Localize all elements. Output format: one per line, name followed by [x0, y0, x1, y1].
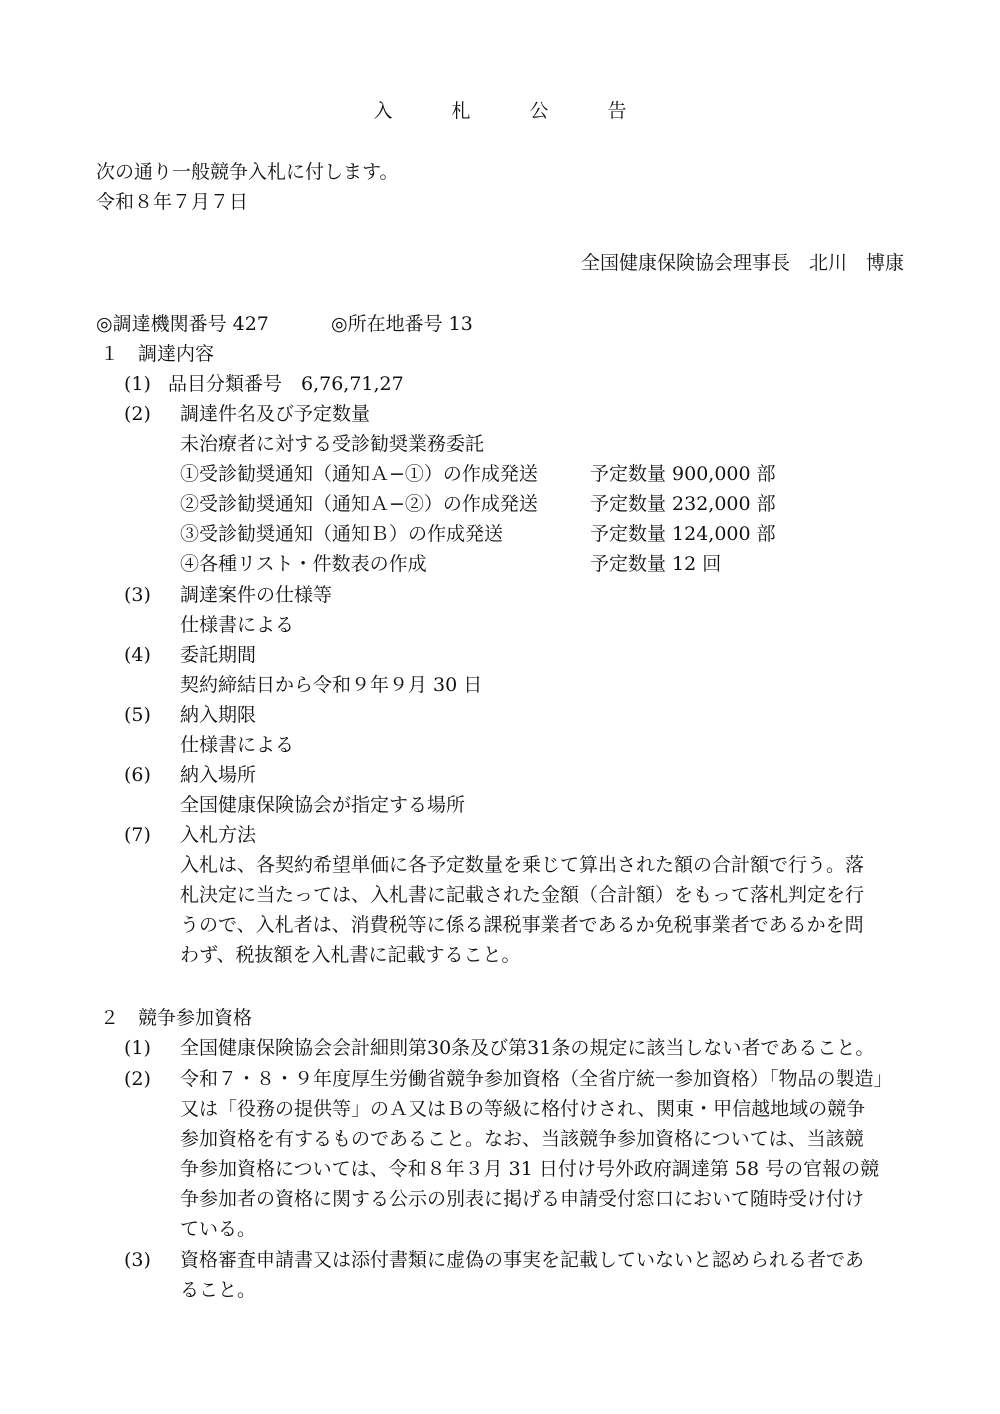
deliverable-name: ③受診勧奨通知（通知Ｂ）の作成発送	[180, 523, 504, 545]
qualification-line: 争参加者の資格に関する公示の別表に掲げる申請受付窓口において随時受け付け	[180, 1188, 865, 1210]
qualification-line: 令和７・８・９年度厚生労働省競争参加資格（全省庁統一参加資格）「物品の製造」	[180, 1068, 893, 1090]
item-number: (1)	[124, 373, 151, 395]
item-classification: 品目分類番号 6,76,71,27	[168, 373, 404, 395]
bid-method-line: うので、入札者は、消費税等に係る課税事業者であるか免税事業者であるかを問	[180, 914, 864, 936]
item-number: (2)	[124, 1068, 151, 1090]
procurement-subject: 未治療者に対する受診勧奨業務委託	[180, 433, 485, 455]
qualification-line: 参加資格を有するものであること。なお、当該競争参加資格については、当該競	[180, 1128, 864, 1150]
item-number: (1)	[124, 1037, 151, 1059]
intro-text: 次の通り一般競争入札に付します。	[96, 161, 399, 183]
deliverable-quantity: 予定数量 232,000 部	[590, 493, 776, 515]
item-value: 仕様書による	[180, 734, 295, 756]
deliverable-quantity: 予定数量 124,000 部	[590, 523, 776, 545]
deliverable-quantity: 予定数量 900,000 部	[590, 463, 776, 485]
qualification-line: ている。	[180, 1218, 257, 1240]
item-number: (4)	[124, 644, 151, 666]
item-value: 仕様書による	[180, 614, 295, 636]
item-number: (7)	[124, 824, 151, 846]
item-number: (3)	[124, 584, 151, 606]
item-label: 委託期間	[180, 644, 257, 666]
location-code: ◎所在地番号 13	[331, 313, 473, 335]
item-value: 全国健康保険協会が指定する場所	[180, 794, 466, 816]
item-label: 調達案件の仕様等	[180, 584, 333, 606]
deliverable-name: ④各種リスト・件数表の作成	[180, 553, 427, 575]
item-label: 納入場所	[180, 764, 257, 786]
deliverable-name: ②受診勧奨通知（通知Ａ−②）の作成発送	[180, 493, 538, 515]
bid-method-line: 入札は、各契約希望単価に各予定数量を乗じて算出された額の合計額で行う。落	[180, 854, 865, 876]
qualification-line: 資格審査申請書又は添付書類に虚偽の事実を記載していないと認められる者であ	[180, 1249, 865, 1271]
item-number: (3)	[124, 1249, 151, 1271]
item-label: 調達件名及び予定数量	[180, 403, 371, 425]
item-number: (5)	[124, 704, 151, 726]
section1-heading: １ 調達内容	[100, 343, 215, 365]
document-title: 入 札 公 告	[373, 100, 647, 122]
qualification-line: 全国健康保険協会会計細則第30条及び第31条の規定に該当しない者であること。	[180, 1037, 875, 1059]
issuer-name: 全国健康保険協会理事長 北川 博康	[580, 252, 904, 274]
qualification-line: 争参加資格については、令和８年３月 31 日付け号外政府調達第 58 号の官報の競	[180, 1158, 880, 1180]
qualification-line: 又は「役務の提供等」のＡ又はＢの等級に格付けされ、関東・甲信越地域の競争	[180, 1098, 866, 1120]
agency-code: ◎調達機関番号 427	[96, 313, 269, 335]
item-number: (2)	[124, 403, 151, 425]
deliverable-name: ①受診勧奨通知（通知Ａ−①）の作成発送	[180, 463, 538, 485]
section2-heading: ２ 競争参加資格	[100, 1007, 253, 1029]
item-label: 納入期限	[180, 704, 257, 726]
item-label: 入札方法	[180, 824, 257, 846]
bid-method-line: わず、税抜額を入札書に記載すること。	[180, 944, 521, 966]
contract-period: 契約締結日から令和９年９月 30 日	[180, 674, 483, 696]
notice-date: 令和８年７月７日	[96, 191, 249, 213]
item-number: (6)	[124, 764, 151, 786]
bid-method-line: 札決定に当たっては、入札書に記載された金額（合計額）をもって落札判定を行	[180, 884, 865, 906]
deliverable-quantity: 予定数量 12 回	[590, 553, 722, 575]
qualification-line: ること。	[180, 1279, 257, 1301]
